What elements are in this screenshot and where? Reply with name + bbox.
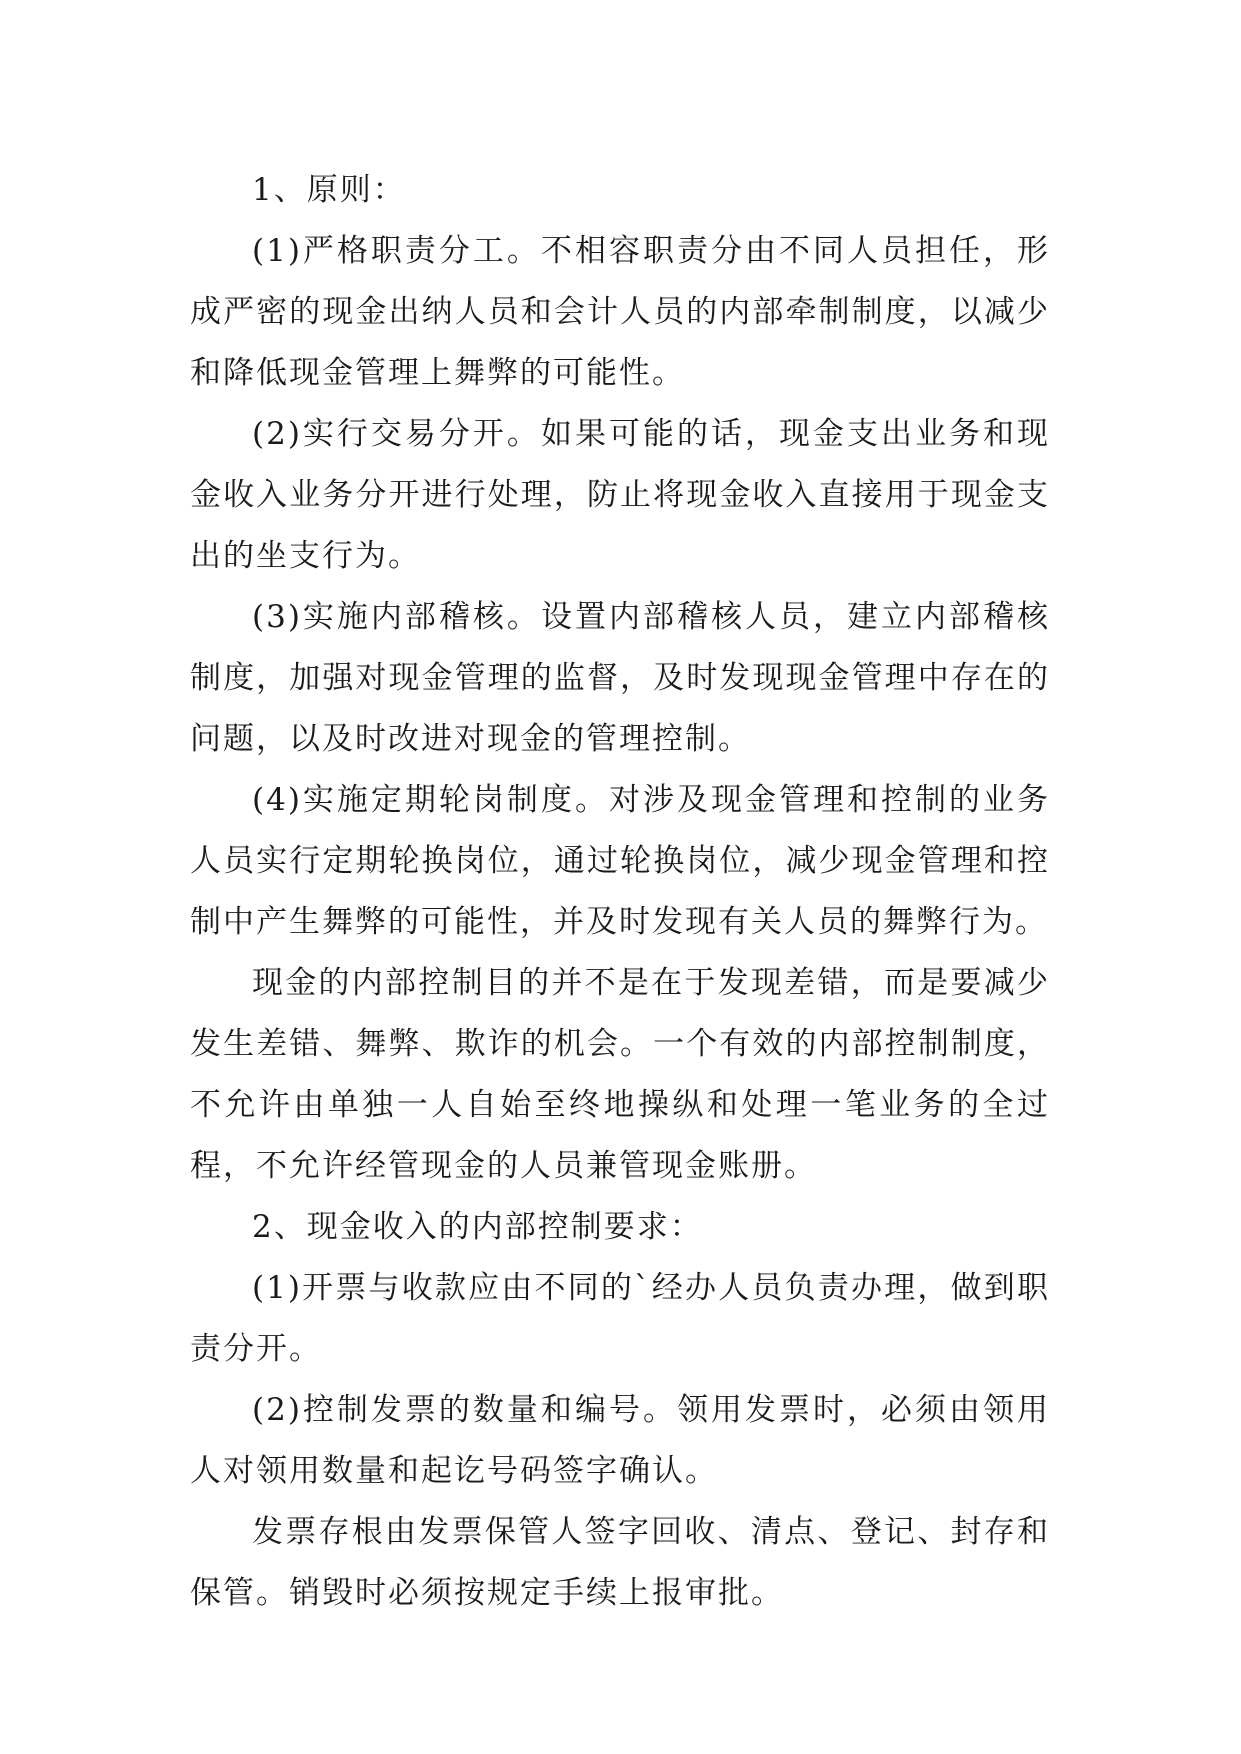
paragraph-invoice-collection: (1)开票与收款应由不同的`经办人员负责办理，做到职责分开。 <box>190 1270 1050 1367</box>
paragraph-duty-separation: (1)严格职责分工。不相容职责分由不同人员担任，形成严密的现金出纳人员和会计人员的内部牵制制度，以减少和降低现金管理上舞弊的可能性。 <box>190 233 1050 391</box>
paragraph-internal-audit: (3)实施内部稽核。设置内部稽核人员，建立内部稽核制度，加强对现金管理的监督，及时发现现金管理中存在的问题，以及时改进对现金的管理控制。 <box>190 599 1050 757</box>
document-page <box>190 160 1050 1624</box>
paragraph-invoice-stubs: 发票存根由发票保管人签字回收、清点、登记、封存和保管。销毁时必须按规定手续上报审批。 <box>190 1514 1050 1611</box>
heading-cash-income-control: 2、现金收入的内部控制要求： <box>252 1209 703 1245</box>
paragraph-transaction-separation: (2)实行交易分开。如果可能的话，现金支出业务和现金收入业务分开进行处理，防止将现金收入直接用于现金支出的坐支行为。 <box>190 416 1050 574</box>
heading-principles: 1、原则： <box>252 172 406 208</box>
paragraph-job-rotation: (4)实施定期轮岗制度。对涉及现金管理和控制的业务人员实行定期轮换岗位，通过轮换岗位，减少现金管理和控制中产生舞弊的可能性，并及时发现有关人员的舞弊行为。 <box>190 782 1050 940</box>
paragraph-control-purpose: 现金的内部控制目的并不是在于发现差错，而是要减少发生差错、舞弊、欺诈的机会。一个有效的内部控制制度，不允许由单独一人自始至终地操纵和处理一笔业务的全过程，不允许经管现金的人员兼管现金账册。 <box>190 965 1050 1184</box>
paragraph-invoice-numbering: (2)控制发票的数量和编号。领用发票时，必须由领用人对领用数量和起讫号码签字确认。 <box>190 1392 1050 1489</box>
